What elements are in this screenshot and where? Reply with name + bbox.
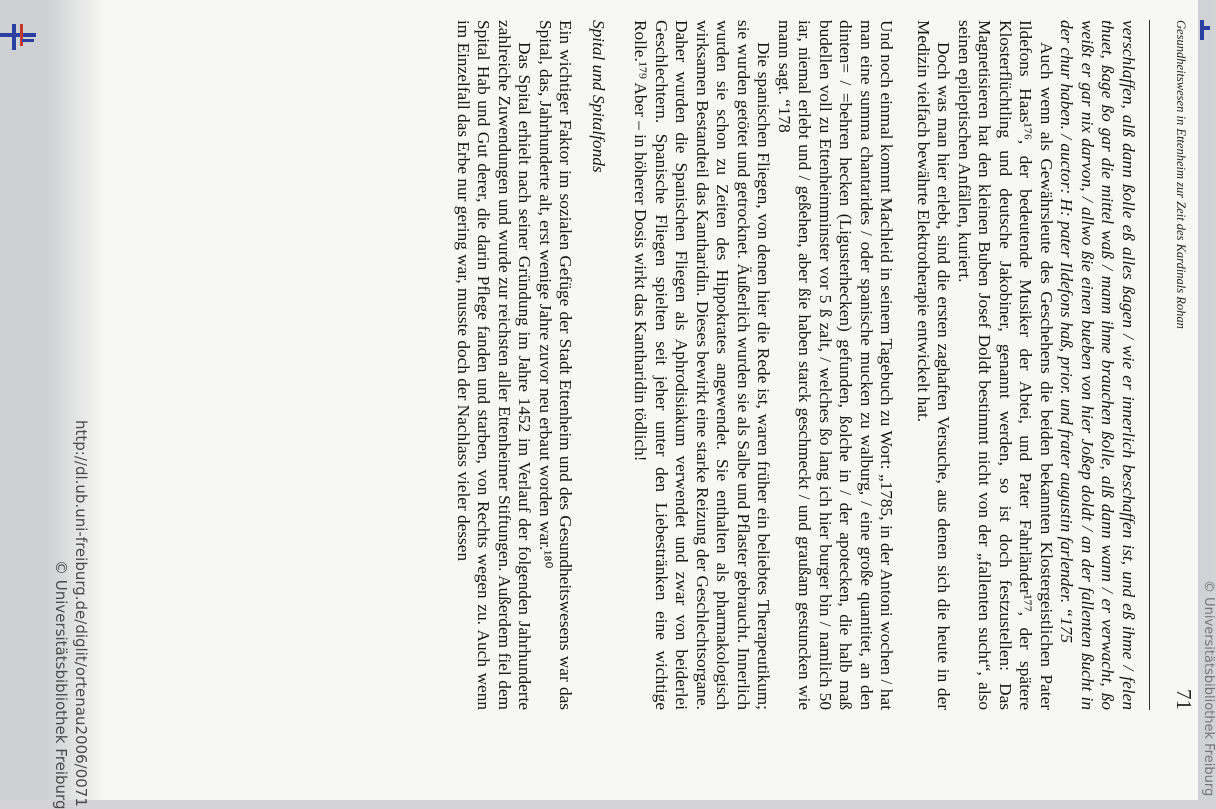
registration-mark-right-icon — [1198, 20, 1212, 40]
paragraph: Auch wenn als Gewährsleute des Geschehens die beiden bekannten Klostergeistlichen Pater Ildefons Haas¹⁷⁶, der bedeutende Musiker der Abtei, und Pater Fahrländer¹⁷⁷, der spätere Klosterflüchtling und deutsche Jakobiner, genannt werden, so ist doch festzustellen: Das Magnetisieren hat den kleinen Buben Josef Doldt bestimmt nicht von der „fallenten sucht“, also seinen epileptischen Anfällen, kuriert. — [955, 20, 1056, 710]
section-heading: Spital und Spitalfonds — [589, 20, 608, 173]
left-viewer-margin — [0, 0, 46, 800]
page-number: 71 — [1172, 689, 1196, 710]
running-head: Gesundheitswesen in Ettenheim zur Zeit des Kardinals Rohan — [1174, 20, 1188, 329]
paragraph: Das Spital erhielt nach seiner Gründung im Jahre 1452 im Verlauf der folgenden Jahrhunderte zahlreiche Zuwendungen und wurde zur reichsten aller Ettenheimer Stiftungen. Außerdem fiel dem Spital Hab und Gut derer, die darin Pflege fanden und starben, von Rechts wegen zu. Auch wenn im Einzelfall das Erbe nur gering war, musste doch der Nachlass vieler dessen — [454, 20, 535, 710]
watermark-copyright: © Universitätsbibliothek Freiburg — [52, 560, 70, 809]
body-text — [453, 20, 1139, 710]
header-rule — [1149, 20, 1150, 710]
watermark-url: http://dl.ub.uni-freiburg.de/diglit/ortenau2006/0071 — [72, 420, 90, 807]
quote-paragraph: verschlaffen, alß dann ßolle eß alles ßagen / wie er innerlich beschaffen ist, und eß ihme / felen thuet, ßage ßo gar die mittel waß / mann ihme brauchen ßolle, alß dann wann / er verwacht, ßo weißt er gar nix darvon, / allwo ßie einen bueben von hier Joßep doldt / an der fallenten ßucht in der chur haben. / auctor: H: pater Ildefons haß, prior. und frater augustin farlender. “175 — [1057, 20, 1138, 710]
watermark-right-edge: © Universitätsbibliothek Freiburg — [1201, 580, 1216, 797]
paragraph: Die spanischen Fliegen, von denen hier die Rede ist, waren früher ein beliebtes Therapeutikum; sie wurden getötet und getrocknet. Äußerlich wurden sie als Salbe und Pflaster gebraucht. Innerlich wurden sie schon zu Zeiten des Hippokrates angewendet. Sie enthalten als pharmakologisch wirksamen Bestandteil das Kantharidin. Dieses bewirkt eine starke Reizung der Geschlechtsorgane. Daher wurden die Spanischen Fliegen als Aphrodisiakum verwendet und zwar von beiderlei Geschlechtern. Spanische Fliegen spielten seit jeher unter den Liebestränken eine wichtige Rolle.¹⁷⁹ Aber – in höherer Dosis wirkt das Kantharidin tödlich! — [631, 20, 774, 710]
rotated-page-content — [46, 0, 1216, 809]
paragraph: Ein wichtiger Faktor im sozialen Gefüge der Stadt Ettenheim und des Gesundheitswesens war das Spital, das, Jahrhunderte alt, erst wenige Jahre zuvor neu erbaut worden war.¹⁸⁰ — [536, 20, 576, 710]
paragraph: Doch was man hier erlebt, sind die ersten zaghaften Versuche, aus denen sich die heute in der Medizin vielfach bewährte Elektrotherapie entwickelt hat. — [914, 20, 954, 710]
registration-mark-icon — [0, 24, 40, 50]
paragraph: Und noch einmal kommt Machleid in seinem Tagebuch zu Wort: „1785, in der Antoni wochen / hat man eine summa chantarides / oder spanische mucken zu walburg, / eine große quantitet, an den dinten= / =behren hecken (Ligusterhecken) gefunden, ßolche in / der apotecken, die halb maß budellen voll zu Ettenheimminster vor 5 ß zalt, / welches ßo lang ich hier burger bin / namlich 50 iar, niemal erlebt und / geßehen, aber ßie haben starck geschmeckt / und graußam gestuncken wie mann sagt. “178 — [775, 20, 897, 710]
